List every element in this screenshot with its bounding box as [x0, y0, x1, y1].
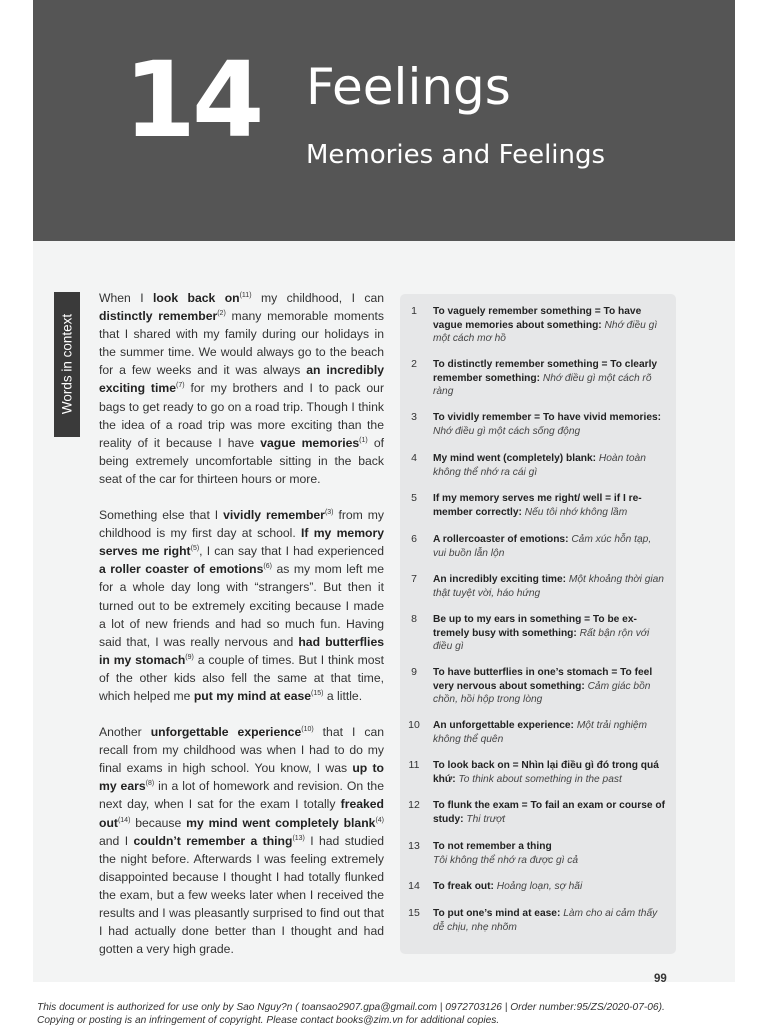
vocabulary-meaning: Một trải nghiệm không thể quên — [433, 720, 647, 745]
vocabulary-term: To distinctly remember something = To clearly remember something: — [433, 359, 657, 384]
highlighted-phrase: If my memory serves me right — [99, 526, 384, 558]
reference-number: (3) — [325, 509, 334, 516]
vocabulary-meaning: Nhớ điều gì một cách mơ hồ — [433, 320, 657, 345]
vocabulary-item — [406, 907, 666, 934]
vocabulary-term: To freak out: — [433, 881, 494, 892]
vocabulary-term: To not remember a thing — [433, 841, 552, 852]
vocabulary-text — [433, 907, 666, 934]
vocabulary-item — [406, 492, 666, 519]
copyright-footer — [37, 1002, 737, 1027]
vocabulary-item — [406, 305, 666, 346]
vocabulary-term: To have butterflies in one’s stomach = To feel very nervous about something: — [433, 667, 652, 692]
vocabulary-number: 11 — [406, 759, 422, 773]
reference-number: (5) — [191, 545, 200, 552]
vocabulary-item — [406, 452, 666, 479]
chapter-subtitle: Memories and Feelings — [306, 142, 605, 168]
highlighted-phrase: couldn’t remember a thing — [133, 834, 292, 848]
reference-number: (2) — [217, 310, 226, 317]
passage-paragraph: Another unforgettable experience$^{(10)}$ that I can recall from my childhood was when I had to do my final exams in high school. You know, I was up to my ears$^{(8)}$ in a lot of homework and revision. On the next day, when I sat for the exam I totally freaked out$^{(14)}$ because my mind went completely blank$^{(4)}$ and I couldn’t remember a thing$^{(13)}$ I had studied the night before. Afterwards I was feeling extremely disappointed because I thought I had totally flunked the exam, but a few weeks later when I received the results and I was pleasantly surprised to find out that I had actually done better than I thought and had gotten a very high grade. — [99, 723, 384, 958]
vocabulary-item — [406, 358, 666, 399]
vocabulary-number: 5 — [406, 492, 422, 506]
vocabulary-item — [406, 840, 666, 867]
vocabulary-term: To vividly remember = To have vivid memories: — [433, 412, 661, 423]
vocabulary-item — [406, 411, 666, 438]
highlighted-phrase: put my mind at ease — [194, 689, 311, 703]
vocabulary-number: 14 — [406, 880, 422, 894]
vocabulary-number: 13 — [406, 840, 422, 854]
vocabulary-number: 1 — [406, 305, 422, 319]
vocabulary-item — [406, 533, 666, 560]
chapter-title: Feelings — [306, 62, 511, 112]
highlighted-phrase: vividly remember — [223, 508, 325, 522]
footer-line-1: This document is authorized for use only by Sao Nguy?n ( toansao2907.gpa@gmail.com | 0972703126 | Order number:95/ZS/2020-07-06). — [37, 1002, 737, 1015]
vocabulary-term: An incredibly exciting time: — [433, 574, 566, 585]
vocabulary-item — [406, 613, 666, 654]
vocabulary-term: To vaguely remember something = To have vague memories about something: — [433, 306, 641, 331]
vocabulary-item — [406, 759, 666, 786]
highlighted-phrase: up to my ears — [99, 761, 384, 793]
highlighted-phrase: freaked out — [99, 797, 384, 829]
highlighted-phrase: look back on — [153, 291, 240, 305]
highlighted-phrase: an incredibly exciting time — [99, 363, 384, 395]
highlighted-phrase: had butterflies in my stomach — [99, 635, 384, 667]
vocabulary-text — [433, 880, 666, 894]
reference-number: (14) — [118, 816, 130, 823]
vocabulary-text — [433, 411, 666, 438]
vocabulary-text — [433, 666, 666, 707]
highlighted-phrase: distinctly remember — [99, 309, 217, 323]
vocabulary-term: To flunk the exam = To fail an exam or course of study: — [433, 800, 665, 825]
vocabulary-item — [406, 573, 666, 600]
chapter-number: 14 — [97, 48, 287, 152]
vocabulary-text — [433, 613, 666, 654]
vocabulary-text — [433, 452, 666, 479]
vocabulary-number: 4 — [406, 452, 422, 466]
vocabulary-term: My mind went (completely) blank: — [433, 453, 596, 464]
highlighted-phrase: my mind went completely blank — [186, 816, 375, 830]
passage-paragraph: Something else that I vividly remember$^{(3)}$ from my childhood is my first day at school. If my memory serves me right$^{(5)}$, I can say that I had experienced a roller coaster of emotions$^{(6)}$ as my mom left me for a whole day long with “strangers”. But then it turned out to be extremely exciting because I made a lot of new friends and had so much fun. Having said that, I was really nervous and had butterflies in my stomach$^{(9)}$ a couple of times. But I think most of the other kids also fell the same at that time, which helped me put my mind at ease$^{(15)}$ a little. — [99, 506, 384, 705]
vocabulary-meaning: Rất bận rộn với điều gì — [433, 628, 649, 653]
vocabulary-term: A rollercoaster of emotions: — [433, 534, 568, 545]
vocabulary-term: Be up to my ears in something = To be ex-tremely busy with something: — [433, 614, 637, 639]
vocabulary-meaning: Làm cho ai cảm thấy dễ chịu, nhẹ nhõm — [433, 908, 657, 933]
highlighted-phrase: unforgettable experience — [151, 725, 302, 739]
vocabulary-text — [433, 759, 666, 786]
vocabulary-item — [406, 719, 666, 746]
vocabulary-meaning: Nhớ điều gì một cách sống động — [433, 426, 580, 437]
reference-number: (13) — [292, 835, 304, 842]
highlighted-phrase: a roller coaster of emotions — [99, 562, 263, 576]
vocabulary-number: 7 — [406, 573, 422, 587]
vocabulary-text — [433, 358, 666, 399]
vocabulary-item — [406, 880, 666, 894]
vocabulary-text — [433, 799, 666, 826]
vocabulary-text — [433, 719, 666, 746]
reference-number: (4) — [375, 816, 384, 823]
vocabulary-item — [406, 799, 666, 826]
reference-number: (10) — [301, 726, 313, 733]
vocabulary-number: 10 — [406, 719, 422, 733]
vocabulary-meaning: Thi trượt — [466, 814, 505, 825]
vocabulary-item — [406, 666, 666, 707]
vocabulary-meaning: Cảm giác bồn chồn, hồi hộp trong lòng — [433, 681, 650, 706]
reference-number: (9) — [185, 654, 194, 661]
side-tab-label: Words in context — [60, 314, 75, 414]
reference-number: (8) — [146, 780, 155, 787]
reference-number: (11) — [240, 292, 252, 299]
reference-number: (15) — [311, 690, 323, 697]
vocabulary-text — [433, 573, 666, 600]
vocabulary-meaning: Cảm xúc hỗn tạp, vui buồn lẫn lộn — [433, 534, 651, 559]
reference-number: (7) — [176, 382, 185, 389]
reference-number: (1) — [359, 437, 368, 444]
vocabulary-number: 15 — [406, 907, 422, 921]
vocabulary-text — [433, 305, 666, 346]
vocabulary-number: 2 — [406, 358, 422, 372]
vocabulary-term: An unforgettable experience: — [433, 720, 574, 731]
side-tab — [54, 292, 80, 437]
vocabulary-meaning: Hoàn toàn không thể nhớ ra cái gì — [433, 453, 646, 478]
highlighted-phrase: vague memories — [260, 436, 359, 450]
footer-line-2: Copying or posting is an infringement of copyright. Please contact books@zim.vn for additional copies. — [37, 1015, 737, 1027]
vocabulary-meaning: Nếu tôi nhớ không lầm — [525, 507, 627, 518]
vocabulary-meaning: Tôi không thể nhớ ra được gì cả — [433, 855, 578, 866]
vocabulary-term: To put one’s mind at ease: — [433, 908, 560, 919]
passage-paragraph: When I look back $on^{(11)}$ my childhood, I can distinctly remember$^{(2)}$ many memorable moments that I shared with my family during our holidays in the summer time. We would always go to the beach for a few weeks and it was always an incredibly exciting time$^{(7)}$ for my brothers and I to pack our bags to get ready to go on a road trip. Though I think the idea of a road trip was more exciting than the reality of it because I have vague memories$^{(1)}$ of being extremely uncomfortable sitting in the back seat of the car for thirteen hours or more. — [99, 289, 384, 488]
reference-number: (6) — [263, 563, 272, 570]
vocabulary-term: If my memory serves me right/ well = if I re-member correctly: — [433, 493, 642, 518]
vocabulary-term: To look back on = Nhìn lại điều gì đó trong quá khứ: — [433, 760, 659, 785]
vocabulary-meaning: To think about something in the past — [459, 774, 622, 785]
vocabulary-text — [433, 492, 666, 519]
vocabulary-number: 3 — [406, 411, 422, 425]
vocabulary-meaning: Một khoảng thời gian thật tuyệt vời, háo hứng — [433, 574, 664, 599]
vocabulary-text — [433, 533, 666, 560]
page-number: 99 — [654, 973, 667, 985]
vocabulary-number: 9 — [406, 666, 422, 680]
reading-passage — [99, 289, 384, 976]
vocabulary-meaning: Hoảng loạn, sợ hãi — [497, 881, 582, 892]
vocabulary-meaning: Nhớ điều gì một cách rõ ràng — [433, 373, 652, 398]
vocabulary-number: 8 — [406, 613, 422, 627]
vocabulary-number: 12 — [406, 799, 422, 813]
vocabulary-number: 6 — [406, 533, 422, 547]
vocabulary-text — [433, 840, 666, 867]
